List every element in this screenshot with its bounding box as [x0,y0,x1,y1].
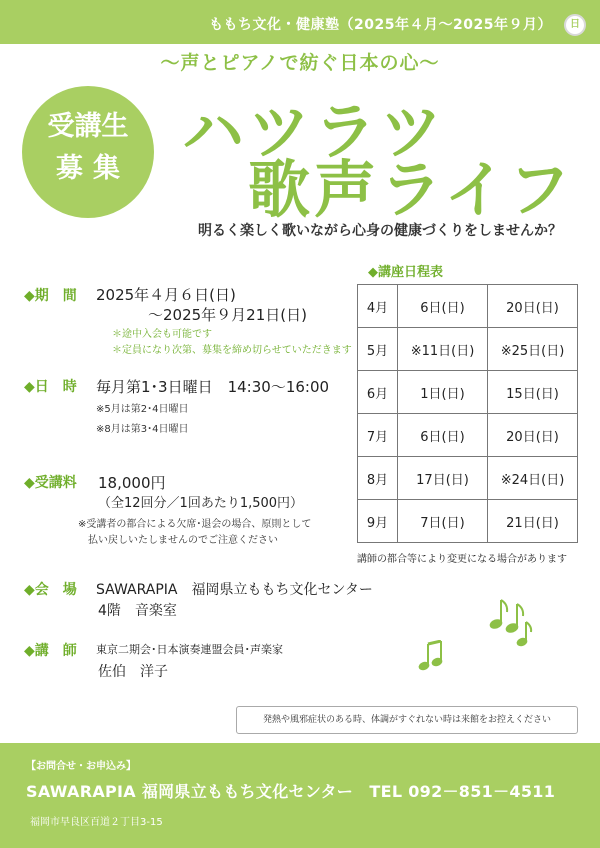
venue-value: SAWARAPIA 福岡県立ももち文化センター [96,582,373,598]
music-note-icon [418,640,444,680]
schedule-date: 1日(日) [398,371,488,414]
instructor-affiliation: 東京二期会･日本演奏連盟会員･声楽家 [96,643,283,656]
datetime-note1: ※5月は第2･4日曜日 [96,404,189,415]
venue-room: 4階 音楽室 [98,603,177,619]
datetime-value: 毎月第1･3日曜日 14:30～16:00 [96,378,330,396]
footer [0,743,600,848]
schedule-date: ※25日(日) [488,328,578,371]
schedule-date: 20日(日) [488,414,578,457]
period-end: ～2025年９月21日(日) [148,306,307,324]
recruit-line2: 募集 [56,153,130,184]
schedule-month: 4月 [358,285,398,328]
fee-label: ◆受講料 [24,475,77,491]
health-notice: 発熱や風邪症状のある時、体調がすぐれない時は来館をお控えください [236,706,578,734]
schedule-date: ※24日(日) [488,457,578,500]
schedule-month: 6月 [358,371,398,414]
schedule-date: 7日(日) [398,500,488,543]
schedule-row [358,457,578,500]
schedule-month: 5月 [358,328,398,371]
instructor-name: 佐伯 洋子 [98,664,168,680]
schedule-date: 6日(日) [398,285,488,328]
main-title-line2: 歌声ライフ [248,153,575,226]
instructor-label: ◆講 師 [24,643,77,659]
schedule-date: 6日(日) [398,414,488,457]
period-note1: ＊途中入会も可能です [112,329,212,340]
fee-note1: ※受講者の都合による欠席･退会の場合、原則として [78,519,312,530]
datetime-label: ◆日 時 [24,379,77,395]
schedule-row [358,371,578,414]
datetime-note2: ※8月は第3･4日曜日 [96,424,189,435]
footer-inquiry: 【お問合せ・お申込み】 [26,761,136,772]
main-title-line1: ハツラツ [182,95,447,168]
fee-note2: 払い戻しいたしませんのでご注意ください [88,535,278,546]
header-band [0,0,600,44]
schedule-title: ◆講座日程表 [368,265,443,280]
music-notes-icon [488,598,534,654]
schedule-date: 17日(日) [398,457,488,500]
schedule-date: 21日(日) [488,500,578,543]
header-title: ももち文化・健康塾（2025年４月～2025年９月） [209,17,552,33]
schedule-month: 8月 [358,457,398,500]
lead-text: 明るく楽しく歌いながら心身の健康づくりをしませんか？ [198,223,562,239]
schedule-date: 15日(日) [488,371,578,414]
period-start: 2025年４月６日(日) [96,286,236,304]
recruit-badge [22,86,154,218]
period-note2: ＊定員になり次第、募集を締め切らせていただきます [112,345,352,356]
period-label: ◆期 間 [24,288,77,304]
schedule-row [358,328,578,371]
schedule-row [358,500,578,543]
schedule-row [358,285,578,328]
schedule-note: 講師の都合等により変更になる場合があります [357,554,567,565]
schedule-date: 20日(日) [488,285,578,328]
footer-contact: SAWARAPIA 福岡県立ももち文化センター TEL 092－851－4511 [26,782,556,801]
schedule-row [358,414,578,457]
venue-label: ◆会 場 [24,582,77,598]
subtitle: ～声とピアノで紡ぐ日本の心～ [160,52,440,74]
recruit-line1: 受講生 [47,111,129,142]
schedule-date: ※11日(日) [398,328,488,371]
schedule-month: 7月 [358,414,398,457]
fee-detail: （全12回分／1回あたり1,500円） [98,496,304,511]
sunday-badge: 日 [564,14,586,36]
fee-value: 18,000円 [98,474,166,492]
schedule-month: 9月 [358,500,398,543]
schedule-table [357,284,578,543]
footer-address: 福岡市早良区百道２丁目3-15 [30,817,163,828]
